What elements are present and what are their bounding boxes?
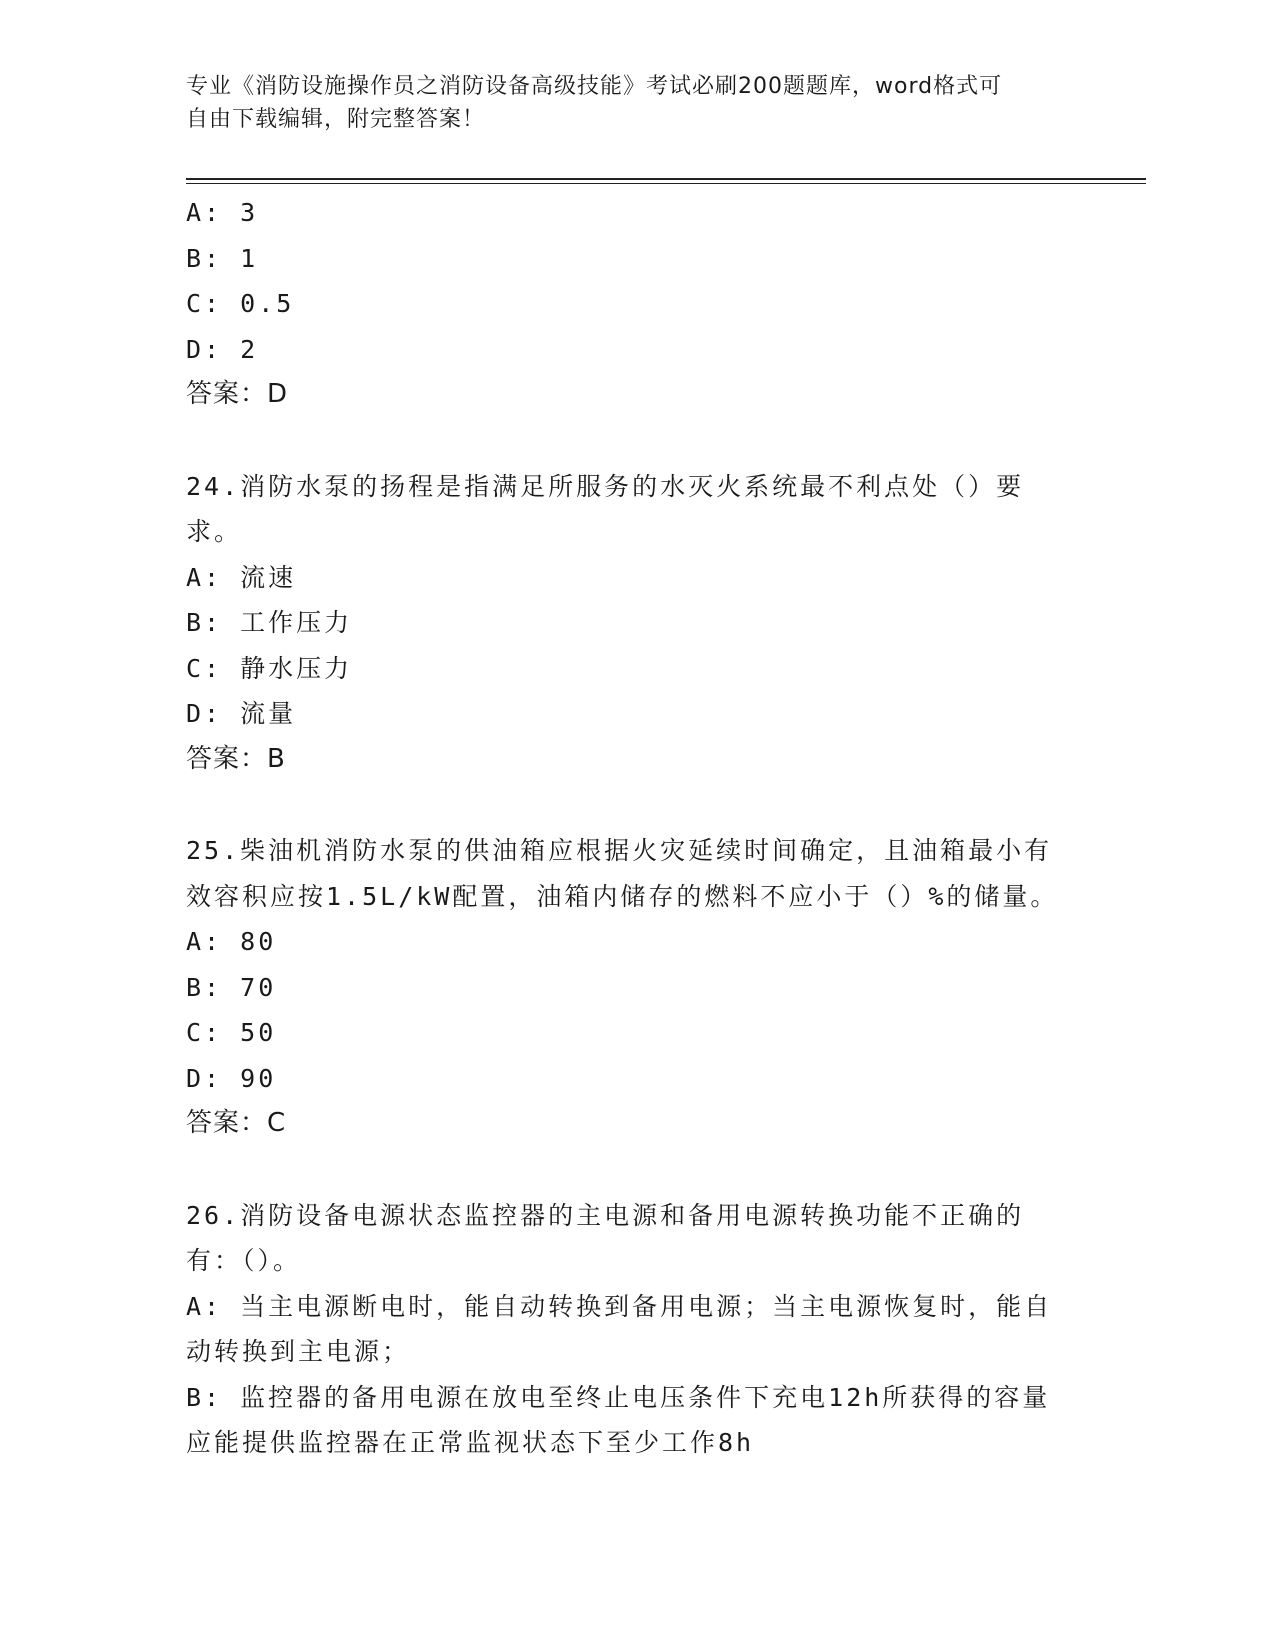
header-rule-thin <box>186 183 1146 184</box>
question-text: 25.柴油机消防水泵的供油箱应根据火灾延续时间确定，且油箱最小有效容积应按1.5L/kW配置，油箱内储存的燃料不应小于（）%的储量。 <box>186 836 1059 911</box>
document-header <box>186 70 1066 136</box>
header-line-1: 专业《消防设施操作员之消防设备高级技能》考试必刷200题题库，word格式可 <box>186 74 1003 99</box>
question-26 <box>186 1193 1066 1466</box>
option-b: B: 工作压力 <box>186 608 353 637</box>
option-b: B: 70 <box>186 972 277 1002</box>
option-a: A: 80 <box>186 927 277 956</box>
option-a: A: 流速 <box>186 562 297 592</box>
option-a: A: 3 <box>186 198 259 227</box>
answer-line: 答案：B <box>186 743 286 774</box>
question-24 <box>186 464 1066 783</box>
question-25 <box>186 828 1066 1147</box>
question-text: 24.消防水泵的扬程是指满足所服务的水灭火系统最不利点处（）要求。 <box>186 471 1025 546</box>
answer-line: 答案：D <box>186 379 289 409</box>
answer-line: 答案：C <box>186 1108 287 1138</box>
option-b: B: 1 <box>186 243 259 273</box>
question-text: 26.消防设备电源状态监控器的主电源和备用电源转换功能不正确的有：（）。 <box>186 1200 1025 1275</box>
option-a: A: 当主电源断电时，能自动转换到备用电源；当主电源恢复时，能自动转换到主电源； <box>186 1291 1053 1366</box>
question-23 <box>186 190 1066 418</box>
option-d: D: 2 <box>186 334 259 364</box>
option-d: D: 流量 <box>186 699 297 728</box>
question-content <box>186 190 1066 1466</box>
header-line-2: 自由下载编辑，附完整答案！ <box>186 107 486 132</box>
option-b: B: 监控器的备用电源在放电至终止电压条件下充电12h所获得的容量应能提供监控器在正常监视状态下至少工作8h <box>186 1382 1051 1457</box>
header-rule-thick <box>186 178 1146 180</box>
option-c: C: 0.5 <box>186 289 295 318</box>
option-d: D: 90 <box>186 1063 277 1093</box>
option-c: C: 静水压力 <box>186 653 353 683</box>
option-c: C: 50 <box>186 1018 277 1047</box>
